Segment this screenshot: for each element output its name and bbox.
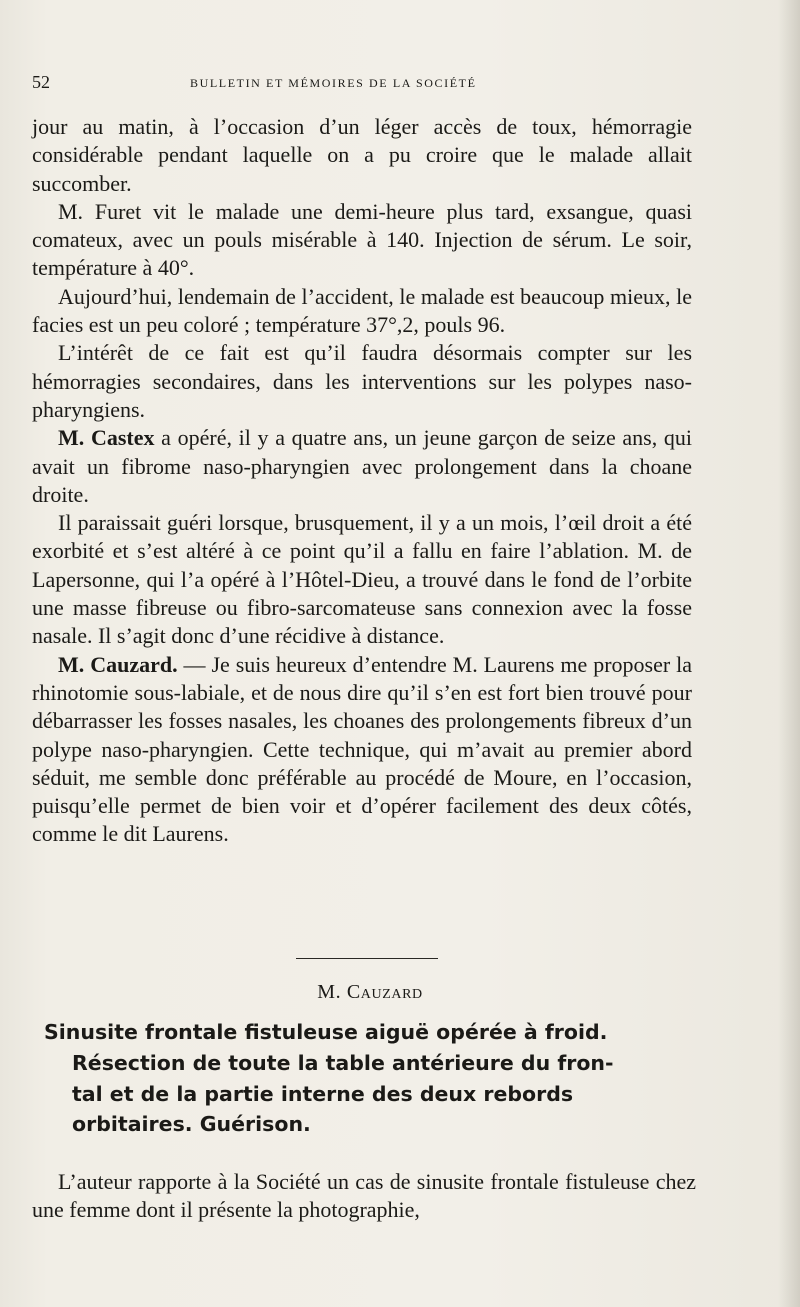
page-number: 52	[32, 72, 50, 92]
paragraph-text: jour au matin, à l’occasion d’un léger accès de toux, hémorragie considérable pendant laquelle on a pu croire que le malade allait succomber.	[32, 114, 692, 196]
discussion-text	[32, 113, 692, 849]
paragraph	[32, 113, 692, 198]
paragraph-text: M. Furet vit le malade une demi-heure plus tard, exsangue, quasi comateux, avec un pouls misérable à 140. Injection de sérum. Le soir, température à 40°.	[32, 198, 692, 281]
author-name: M. Cauzard	[317, 981, 423, 1003]
title-line: Résection de toute la table antérieure du fron-	[72, 1050, 614, 1075]
running-head: BULLETIN ET MÉMOIRES DE LA SOCIÉTÉ	[190, 76, 477, 90]
paragraph	[32, 283, 692, 340]
paragraph-text: Il paraissait guéri lorsque, brusquement, il y a un mois, l’œil droit a été exorbité et s’est altéré à ce point qu’il a fallu en faire l’ablation. M. de Lapersonne, qui l’a opéré à l’Hôtel-Dieu, a trouvé dans le fond de l’orbite une masse fibreuse ou fibro-sarcomateuse sans connexion avec la fosse nasale. Il s’agit donc d’une récidive à distance.	[32, 510, 692, 649]
paragraph	[32, 651, 692, 849]
paragraph	[32, 424, 692, 509]
article-author	[0, 981, 740, 1004]
paragraph-text: — Je suis heureux d’entendre M. Laurens me proposer la rhinotomie sous-labiale, et de nous dire qu’il s’en est fort bien trouvé pour débarrasser les fosses nasales, les choanes des prolongements fibreux d’un polype naso-pharyngien. Cette technique, qui m’avait au premier abord séduit, me semble donc préférable au procédé de Moure, en l’occasion, puisqu’elle permet de bien voir et d’opérer facilement des deux côtés, comme le dit Laurens.	[32, 651, 693, 847]
abstract-text: L’auteur rapporte à la Société un cas de sinusite frontale fistuleuse chez une femme dont il présente la photographie,	[32, 1169, 696, 1223]
paragraph	[32, 198, 692, 283]
title-line: tal et de la partie interne des deux rebords	[72, 1081, 574, 1106]
paragraph-text: Aujourd’hui, lendemain de l’accident, le malade est beaucoup mieux, le facies est un peu coloré ; température 37°,2, pouls 96.	[32, 283, 692, 338]
paragraph	[32, 509, 692, 650]
title-line: Sinusite frontale fistuleuse aiguë opérée à froid.	[44, 1020, 608, 1044]
article-title	[44, 1017, 700, 1140]
title-line: orbitaires. Guérison.	[72, 1112, 311, 1137]
paragraph	[32, 339, 692, 424]
speaker-name: M. Cauzard.	[58, 651, 178, 677]
article-abstract	[32, 1168, 696, 1225]
section-divider	[296, 958, 438, 959]
page-edge-shadow	[778, 0, 800, 1307]
page-header	[32, 72, 732, 96]
paragraph-text: L’intérêt de ce fait est qu’il faudra désormais compter sur les hémorragies secondaires, dans les interventions sur les polypes naso-pharyngiens.	[32, 340, 692, 422]
speaker-name: M. Castex	[58, 425, 155, 451]
paragraph-text: a opéré, il y a quatre ans, un jeune garçon de seize ans, qui avait un fibrome naso-pharyngien avec prolongement dans la choane droite.	[32, 425, 692, 507]
